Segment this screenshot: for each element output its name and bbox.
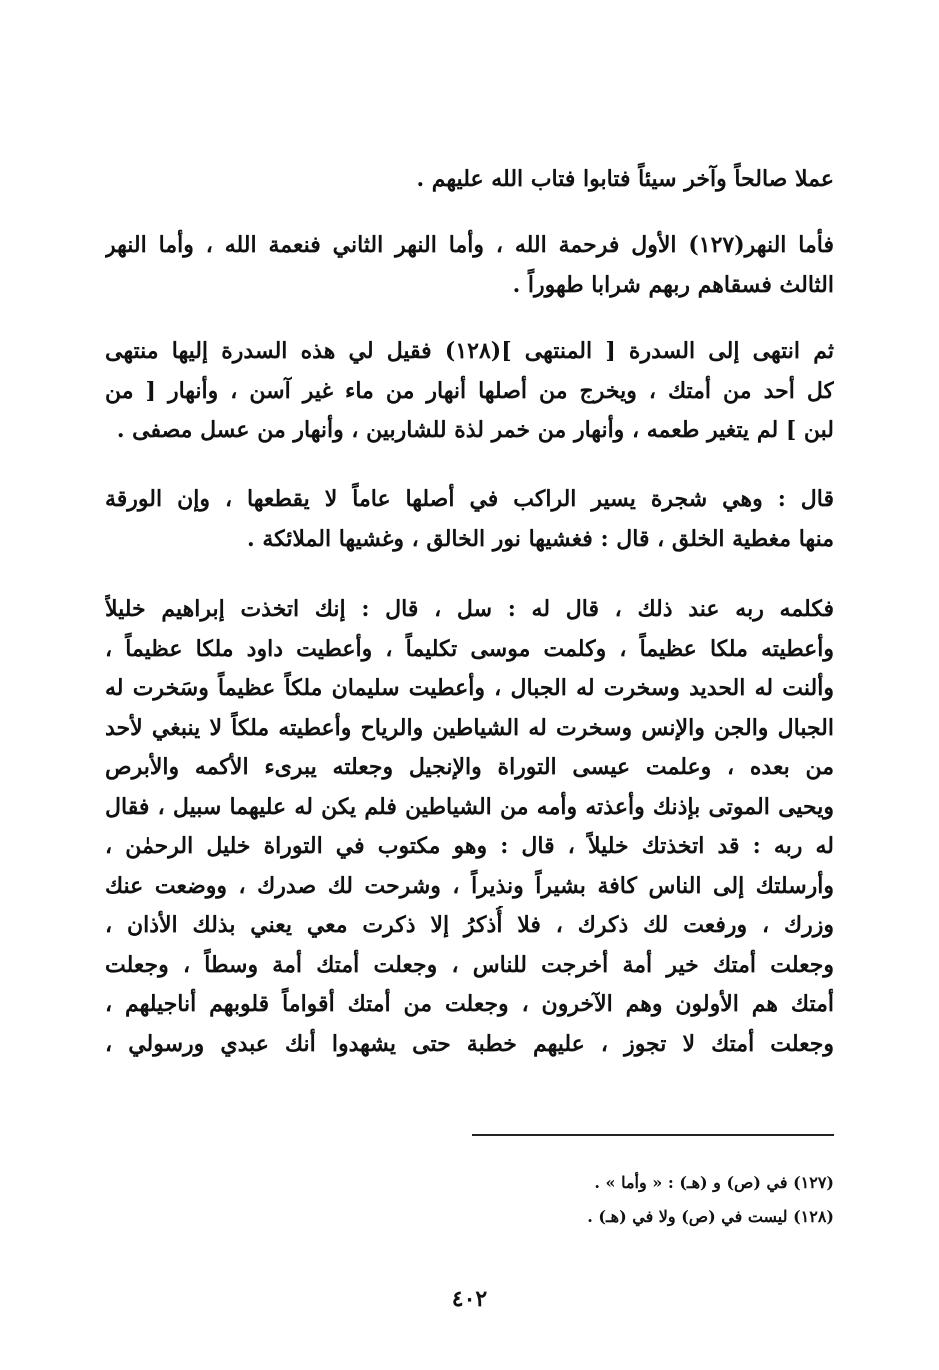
footnote-127: (١٢٧) في (ص) و (هـ) : « وأما » .: [594, 1173, 834, 1192]
paragraph-3: [105, 332, 834, 451]
text-line: وأرسلتك إلى الناس كافة بشيراً ونذيراً ، وشرحت لك صدرك ، ووضعت عنك: [105, 872, 834, 899]
text-line: وألنت له الحديد وسخرت له الجبال ، وأعطيت سليمان ملكاً عظيماً وسَخرت له: [105, 675, 834, 701]
text-line: لبن ] لم يتغير طعمه ، وأنهار من خمر لذة للشاربين ، وأنهار من عسل مصفى .: [116, 417, 834, 443]
paragraph-4: [105, 480, 834, 559]
text-line: الجبال والجن والإنس وسخرت له الشياطين والرياح وأعطيته ملكاً لا ينبغي لأحد: [105, 714, 834, 741]
text-line: منها مغطية الخلق ، قال : فغشيها نور الخالق ، وغشيها الملائكة .: [247, 525, 834, 552]
text-line: ثم انتهى إلى السدرة [ المنتهى ](١٢٨) فقيل لي هذه السدرة إليها منتهى: [105, 338, 834, 364]
text-line: له ربه : قد اتخذتك خليلاً ، قال : وهو مكتوب في التوراة خليل الرحمٰن ،: [105, 833, 834, 859]
text-line: فأما النهر(١٢٧) الأول فرحمة الله ، وأما النهر الثاني فنعمة الله ، وأما النهر: [105, 232, 834, 258]
text-line: من بعده ، وعلمت عيسى التوراة والإنجيل وجعلته يبرىء الأكمه والأبرص: [105, 754, 834, 780]
footnote-divider: [472, 1134, 834, 1136]
text-line: وزرك ، ورفعت لك ذكرك ، فلا أُذكرُ إلا ذكرت معي يعني بذلك الأذان ،: [105, 912, 834, 938]
paragraph-5: [105, 590, 834, 1064]
text-line: أمتك هم الأولون وهم الآخرون ، وجعلت من أمتك أقواماً قلوبهم أناجيلهم ،: [105, 991, 834, 1017]
text-line: الثالث فسقاهم ربهم شرابا طهوراً .: [512, 271, 834, 298]
paragraph-2: [105, 226, 834, 305]
text-line: وجعلت أمتك خير أمة أخرجت للناس ، وجعلت أمتك أمة وسطاً ، وجعلت: [105, 951, 834, 978]
text-line: وجعلت أمتك لا تجوز ، عليهم خطبة حتى يشهدوا أنك عبدي ورسولي ،: [105, 1030, 834, 1057]
text-line: فكلمه ربه عند ذلك ، قال له : سل ، قال : إنك اتخذت إبراهيم خليلاً: [105, 596, 834, 622]
footnote-128: (١٢٨) ليست في (ص) ولا في (هـ) .: [587, 1207, 834, 1226]
text-line: عملا صالحاً وآخر سيئاً فتابوا فتاب الله عليهم .: [416, 166, 834, 192]
text-line: وأعطيته ملكا عظيماً ، وكلمت موسى تكليماً ، وأعطيت داود ملكا عظيماً ،: [105, 635, 834, 662]
text-line: ويحيى الموتى بإذنك وأعذته وأمه من الشياطين فلم يكن له عليهما سبيل ، فقال: [105, 793, 834, 820]
page-number: ٤٠٢: [451, 1286, 488, 1312]
footnotes: [105, 1166, 834, 1234]
text-line: كل أحد من أمتك ، ويخرج من أصلها أنهار من ماء غير آسن ، وأنهار [ من: [105, 377, 834, 404]
paragraph-1: [105, 160, 834, 200]
text-line: قال : وهي شجرة يسير الراكب في أصلها عاماً لا يقطعها ، وإن الورقة: [105, 486, 834, 512]
